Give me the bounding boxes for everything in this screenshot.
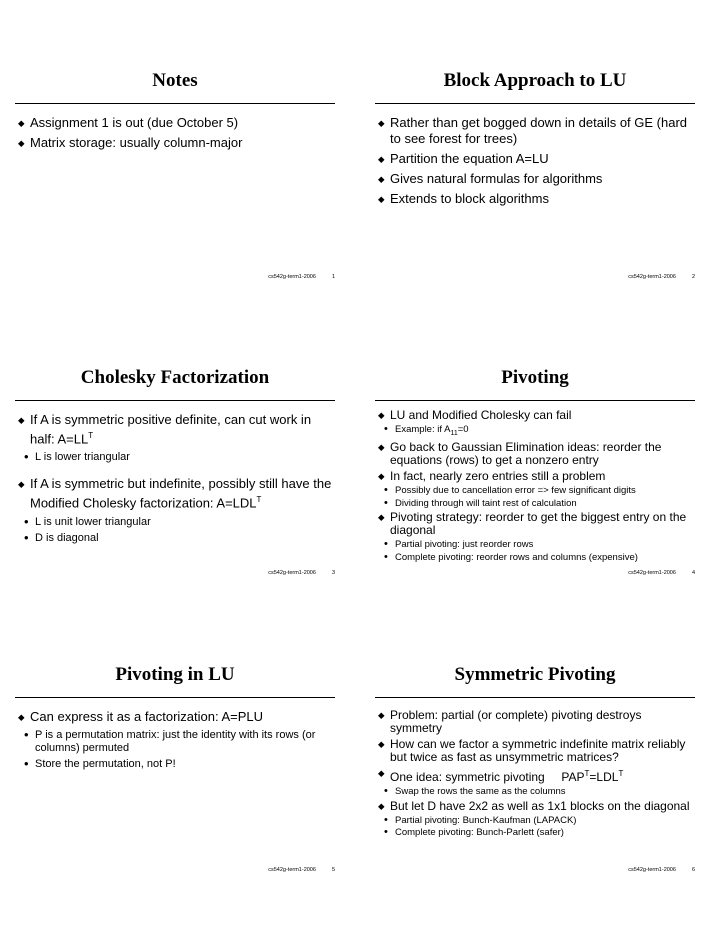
footer-source: cs542g-term1-2006 [268, 867, 316, 873]
page-number: 6 [691, 867, 695, 873]
title-divider [375, 400, 695, 401]
page-number: 4 [691, 570, 695, 576]
slide-block-approach [375, 70, 695, 290]
bullet: ◆ How can we factor a symmetric indefinite matrix reliably but twice as fast as unsymmetric matrices? [375, 738, 695, 764]
bullet: ◆ If A is symmetric but indefinite, possibly still have the Modified Cholesky factorization: $A=LDL^T$ [15, 476, 335, 511]
bullet: ◆ Pivoting strategy: reorder to get the biggest entry on the diagonal [375, 511, 695, 537]
bullet: ◆ One idea: symmetric pivoting $PAP^T=LDL^T$ [375, 767, 695, 784]
title-divider [15, 697, 335, 698]
slide-pivoting-in-lu [15, 664, 335, 884]
sub-bullet: • Complete pivoting: Bunch-Parlett (safer) [375, 828, 695, 839]
slide-pivoting [375, 367, 695, 587]
bullet: ◆ Go back to Gaussian Elimination ideas: reorder the equations (rows) to get a nonzero entry [375, 441, 695, 467]
page-number: 1 [331, 274, 335, 280]
bullet: ◆ Can express it as a factorization: A=PLU [15, 709, 335, 725]
slide-body [375, 709, 695, 841]
bullet: ◆ Rather than get bogged down in details of GE (hard to see forest for trees) [375, 115, 695, 147]
bullet: ◆ But let D have 2x2 as well as 1x1 blocks on the diagonal [375, 800, 695, 813]
slide-footer [268, 867, 335, 873]
footer-source: cs542g-term1-2006 [628, 570, 676, 576]
sub-bullet: • L is unit lower triangular [15, 516, 335, 529]
slide-body [15, 412, 335, 548]
bullet: ◆ Extends to block algorithms [375, 191, 695, 207]
sub-bullet: • P is a permutation matrix: just the identity with its rows (or columns) permuted [15, 729, 335, 755]
slide-title: Block Approach to LU [443, 70, 627, 91]
sub-bullet: • Partial pivoting: just reorder rows [375, 540, 695, 551]
slide-body [15, 115, 335, 155]
sub-bullet: • Example: if $A_{11}=0$ [375, 425, 695, 439]
slide-footer [628, 274, 695, 280]
slide-footer [268, 570, 335, 576]
sub-bullet: • Possibly due to cancellation error => few significant digits [375, 486, 695, 497]
bullet: ◆ Gives natural formulas for algorithms [375, 171, 695, 187]
sub-bullet: • L is lower triangular [15, 451, 335, 464]
footer-source: cs542g-term1-2006 [268, 274, 316, 280]
slide-body [15, 709, 335, 774]
sub-bullet: • Dividing through will taint rest of calculation [375, 499, 695, 510]
slide-title: Notes [152, 70, 198, 91]
bullet: ◆ LU and Modified Cholesky can fail [375, 409, 695, 422]
slide-body [375, 115, 695, 211]
sub-bullet: • D is diagonal [15, 532, 335, 545]
bullet: ◆ Matrix storage: usually column-major [15, 135, 335, 151]
slide-footer [628, 867, 695, 873]
page-number: 5 [331, 867, 335, 873]
page-number: 2 [691, 274, 695, 280]
bullet: ◆ Partition the equation A=LU [375, 151, 695, 167]
slide-title: Cholesky Factorization [80, 367, 270, 388]
slide-title: Pivoting [501, 367, 569, 388]
sub-bullet: • Complete pivoting: reorder rows and columns (expensive) [375, 553, 695, 564]
bullet: ◆ Problem: partial (or complete) pivoting destroys symmetry [375, 709, 695, 735]
sub-bullet: • Swap the rows the same as the columns [375, 787, 695, 798]
slide-footer [628, 570, 695, 576]
footer-source: cs542g-term1-2006 [628, 867, 676, 873]
slide-title: Symmetric Pivoting [454, 664, 616, 685]
slide-footer [268, 274, 335, 280]
slide-title: Pivoting in LU [115, 664, 235, 685]
footer-source: cs542g-term1-2006 [268, 570, 316, 576]
slide-notes [15, 70, 335, 290]
title-divider [375, 697, 695, 698]
page-number: 3 [331, 570, 335, 576]
title-divider [15, 400, 335, 401]
bullet: ◆ If A is symmetric positive definite, can cut work in half: $A=LL^T$ [15, 412, 335, 447]
sub-bullet: • Store the permutation, not P! [15, 758, 335, 771]
slide-cholesky [15, 367, 335, 587]
bullet: ◆ In fact, nearly zero entries still a problem [375, 470, 695, 483]
title-divider [15, 103, 335, 104]
slide-symmetric-pivoting [375, 664, 695, 884]
title-divider [375, 103, 695, 104]
sub-bullet: • Partial pivoting: Bunch-Kaufman (LAPACK) [375, 816, 695, 827]
bullet: ◆ Assignment 1 is out (due October 5) [15, 115, 335, 131]
slide-body [375, 409, 695, 565]
footer-source: cs542g-term1-2006 [628, 274, 676, 280]
